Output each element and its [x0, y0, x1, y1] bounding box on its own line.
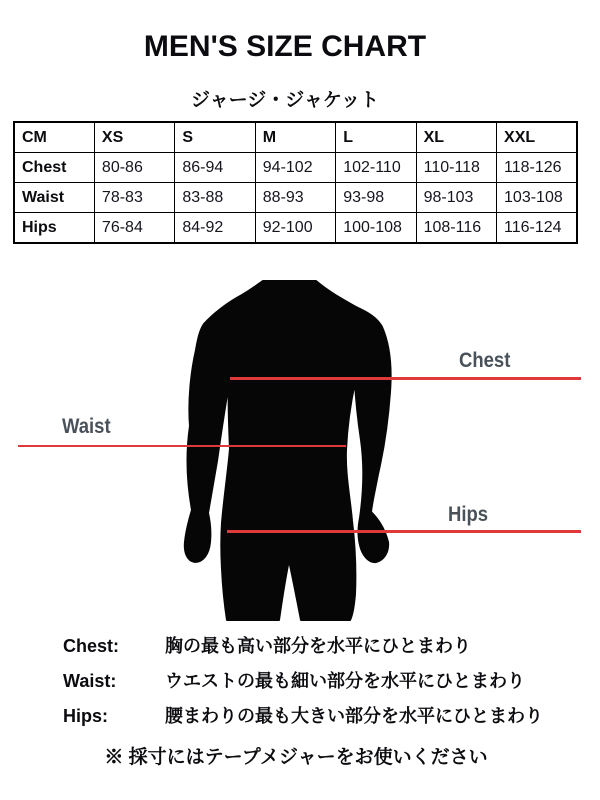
cell-hips-l: 100-108 — [336, 213, 416, 244]
guide-label-hips: Hips: — [63, 706, 108, 726]
measurement-note: ※ 採寸にはテープメジャーをお使いください — [104, 747, 488, 768]
cell-waist-m: 88-93 — [255, 183, 335, 213]
guide-label-chest: Chest: — [63, 636, 120, 656]
waist-label: Waist — [62, 415, 111, 438]
hips-measure-line — [227, 530, 581, 533]
row-label-hips: Hips — [14, 213, 94, 244]
cell-hips-xs: 76-84 — [94, 213, 174, 244]
col-header-m: M — [255, 122, 335, 153]
size-table-header-row — [14, 122, 577, 153]
table-row-chest — [14, 153, 577, 183]
guide-row-chest — [63, 636, 583, 658]
col-header-l: L — [336, 122, 416, 153]
col-header-xxl: XXL — [497, 122, 577, 153]
cell-waist-l: 93-98 — [336, 183, 416, 213]
cell-chest-xxl: 118-126 — [497, 153, 577, 183]
cell-chest-s: 86-94 — [175, 153, 255, 183]
cell-hips-s: 84-92 — [175, 213, 255, 244]
row-label-chest: Chest — [14, 153, 94, 183]
cell-waist-xl: 98-103 — [416, 183, 496, 213]
col-header-cm: CM — [14, 122, 94, 153]
page-title: MEN'S SIZE CHART — [143, 30, 427, 63]
cell-hips-xl: 108-116 — [416, 213, 496, 244]
table-row-hips — [14, 213, 577, 244]
cell-hips-m: 92-100 — [255, 213, 335, 244]
cell-hips-xxl: 116-124 — [497, 213, 577, 244]
cell-waist-s: 83-88 — [175, 183, 255, 213]
guide-label-waist: Waist: — [63, 671, 117, 691]
cell-waist-xs: 78-83 — [94, 183, 174, 213]
measurement-diagram — [0, 240, 600, 640]
page-subtitle: ジャージ・ジャケット — [191, 90, 379, 111]
chest-measure-line — [230, 377, 581, 380]
cell-chest-xs: 80-86 — [94, 153, 174, 183]
col-header-xl: XL — [416, 122, 496, 153]
guide-text-chest: 胸の最も高い部分を水平にひとまわり — [165, 636, 471, 656]
cell-chest-l: 102-110 — [336, 153, 416, 183]
cell-chest-xl: 110-118 — [416, 153, 496, 183]
chest-label: Chest — [459, 349, 511, 372]
size-table — [13, 121, 578, 244]
row-label-waist: Waist — [14, 183, 94, 213]
col-header-xs: XS — [94, 122, 174, 153]
guide-row-waist — [63, 671, 583, 693]
waist-measure-line — [18, 445, 346, 447]
cell-chest-m: 94-102 — [255, 153, 335, 183]
guide-row-hips — [63, 706, 583, 728]
measurement-guide — [63, 636, 583, 741]
cell-waist-xxl: 103-108 — [497, 183, 577, 213]
male-body-silhouette — [0, 240, 600, 640]
col-header-s: S — [175, 122, 255, 153]
hips-label: Hips — [448, 503, 489, 526]
table-row-waist — [14, 183, 577, 213]
guide-text-waist: ウエストの最も細い部分を水平にひとまわり — [165, 671, 525, 691]
guide-text-hips: 腰まわりの最も大きい部分を水平にひとまわり — [165, 706, 543, 726]
